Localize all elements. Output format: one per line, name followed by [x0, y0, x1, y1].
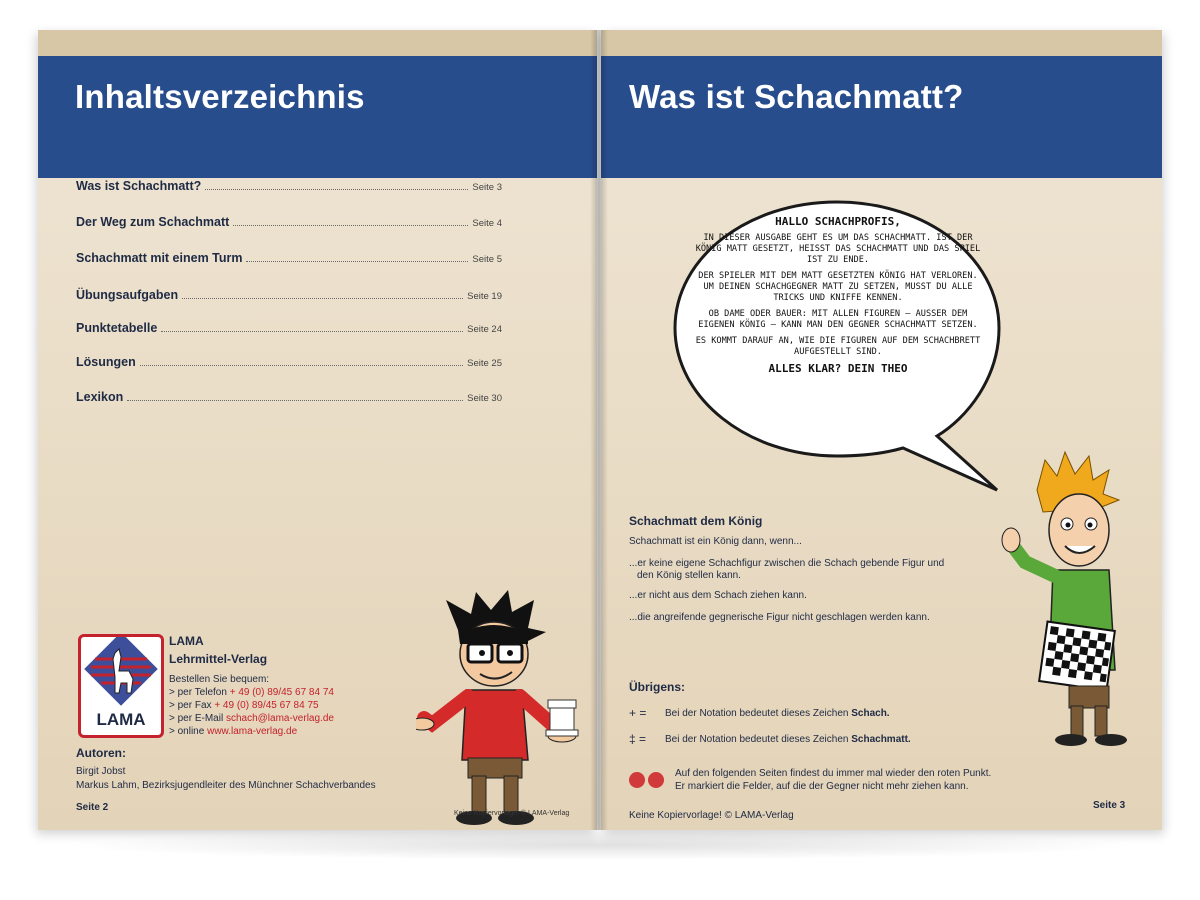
left-page [38, 30, 597, 830]
toc-item-page: Seite 5 [472, 254, 502, 265]
toc-item-title: Lösungen [76, 355, 136, 369]
copyright-note: Keine Kopiervorlage! © LAMA-Verlag [629, 810, 794, 821]
toc-item[interactable] [76, 321, 502, 335]
bubble-signature: ALLES KLAR? DEIN THEO [768, 362, 908, 375]
book-spine [590, 30, 608, 830]
toc-leader [140, 365, 463, 366]
fax-number[interactable]: + 49 (0) 89/45 67 84 75 [214, 700, 319, 711]
chessboard-icon [1039, 622, 1115, 691]
publisher-name-1: LAMA [169, 634, 204, 648]
toc-leader [233, 225, 468, 226]
order-intro: Bestellen Sie bequem: [169, 674, 270, 685]
toc-leader [182, 298, 463, 299]
fax-label: > per Fax [169, 700, 212, 711]
speech-bubble-text [692, 216, 984, 379]
uebrigens-heading: Übrigens: [629, 680, 686, 694]
toc-item-page: Seite 24 [467, 324, 502, 335]
right-page [601, 30, 1162, 830]
condition-2: ...er nicht aus dem Schach ziehen kann. [629, 590, 807, 601]
toc-item-page: Seite 4 [472, 218, 502, 229]
header-band [601, 56, 1162, 178]
bubble-greeting: HALLO SCHACHPROFIS, [775, 215, 901, 228]
toc-leader [246, 261, 468, 262]
logo-text: LAMA [96, 710, 146, 729]
lama-icon [81, 637, 161, 735]
toc-item[interactable] [76, 179, 502, 193]
phone-number[interactable]: + 49 (0) 89/45 67 84 74 [229, 687, 334, 698]
toc-item[interactable] [76, 355, 502, 369]
toc-item-page: Seite 25 [467, 358, 502, 369]
online-label: > online [169, 726, 205, 737]
toc-leader [205, 189, 468, 190]
cartoon-theo-illustration [999, 450, 1149, 750]
toc-item-title: Was ist Schachmatt? [76, 179, 202, 193]
check-note [665, 708, 890, 719]
rook-icon [546, 700, 578, 736]
check-symbol: + = [629, 706, 647, 720]
toc-item[interactable] [76, 251, 502, 265]
authors-heading: Autoren: [76, 746, 126, 760]
toc-item-title: Der Weg zum Schachmatt [76, 215, 230, 229]
mate-note [665, 734, 911, 745]
section-intro: Schachmatt ist ein König dann, wenn... [629, 536, 802, 547]
cartoon-boy-illustration [416, 590, 586, 830]
section-heading: Schachmatt dem König [629, 514, 763, 528]
lama-logo [78, 634, 164, 738]
order-email [169, 713, 334, 724]
toc-item-page: Seite 30 [467, 393, 502, 404]
toc-item-page: Seite 19 [467, 291, 502, 302]
mate-note-text: Bei der Notation bedeutet dieses Zeichen [665, 734, 849, 745]
order-phone [169, 687, 334, 698]
condition-1-line-2: den König stellen kann. [637, 570, 741, 581]
top-strip [38, 30, 597, 56]
header-band [38, 56, 597, 178]
bubble-paragraph-2: DER SPIELER MIT DEM MATT GESETZTEN KÖNIG HAT VERLOREN. UM DEINEN SCHACHGEGNER MATT ZU SETZEN, MUSST DU ALLE TRICKS UND KNIFFE KENNEN. [698, 271, 978, 303]
toc-item[interactable] [76, 288, 502, 302]
website-link[interactable]: www.lama-verlag.de [207, 726, 298, 737]
page-title: Inhaltsverzeichnis [75, 78, 365, 115]
bubble-paragraph-3: OB DAME ODER BAUER: MIT ALLEN FIGUREN – AUSSER DEM EIGENEN KÖNIG – KANN MAN DEN GEGNER SCHACHMATT SETZEN. [698, 309, 978, 330]
check-note-text: Bei der Notation bedeutet dieses Zeichen [665, 708, 849, 719]
toc-item-title: Lexikon [76, 390, 124, 404]
toc-item-title: Schachmatt mit einem Turm [76, 251, 243, 265]
red-dot-icon [629, 772, 645, 788]
page-number: Seite 2 [76, 802, 109, 813]
page-number: Seite 3 [1093, 800, 1126, 811]
red-dot-note-1: Auf den folgenden Seiten findest du immer mal wieder den roten Punkt. [675, 768, 992, 779]
condition-3: ...die angreifende gegnerische Figur nicht geschlagen werden kann. [629, 612, 930, 623]
mate-note-term: Schachmatt. [851, 734, 911, 745]
order-online [169, 726, 297, 737]
copyright-note: Keine Kopiervorlage! © LAMA-Verlag [454, 810, 570, 817]
toc-item-page: Seite 3 [472, 182, 502, 193]
phone-label: > per Telefon [169, 687, 227, 698]
red-dot-note-2: Er markiert die Felder, auf die der Gegner nicht mehr ziehen kann. [675, 781, 969, 792]
book-shadow [60, 830, 1140, 860]
email-label: > per E-Mail [169, 713, 224, 724]
order-fax [169, 700, 319, 711]
email-link[interactable]: schach@lama-verlag.de [225, 713, 334, 724]
publisher-name-2: Lehrmittel-Verlag [169, 652, 268, 666]
toc-item-title: Übungsaufgaben [76, 288, 179, 302]
mate-symbol: ‡ = [629, 732, 647, 746]
top-strip [601, 30, 1162, 56]
toc-item[interactable] [76, 215, 502, 229]
toc-leader [127, 400, 463, 401]
condition-1-line-1: ...er keine eigene Schachfigur zwischen die Schach gebende Figur und [629, 558, 945, 569]
page-title: Was ist Schachmatt? [629, 78, 964, 115]
red-dot-icon [648, 772, 664, 788]
toc-leader [161, 331, 463, 332]
author-2: Markus Lahm, Bezirksjugendleiter des Münchner Schachverbandes [76, 780, 376, 791]
check-note-term: Schach. [851, 708, 890, 719]
author-1: Birgit Jobst [76, 766, 126, 777]
bubble-paragraph-1: IN DIESER AUSGABE GEHT ES UM DAS SCHACHMATT. IST DER KÖNIG MATT GESETZT, HEISST DAS SCHACHMATT UND DAS SPIEL IST ZU ENDE. [695, 233, 981, 265]
bubble-paragraph-4: ES KOMMT DARAUF AN, WIE DIE FIGUREN AUF DEM SCHACHBRETT AUFGESTELLT SIND. [695, 336, 981, 357]
toc-item-title: Punktetabelle [76, 321, 158, 335]
toc-item[interactable] [76, 390, 502, 404]
